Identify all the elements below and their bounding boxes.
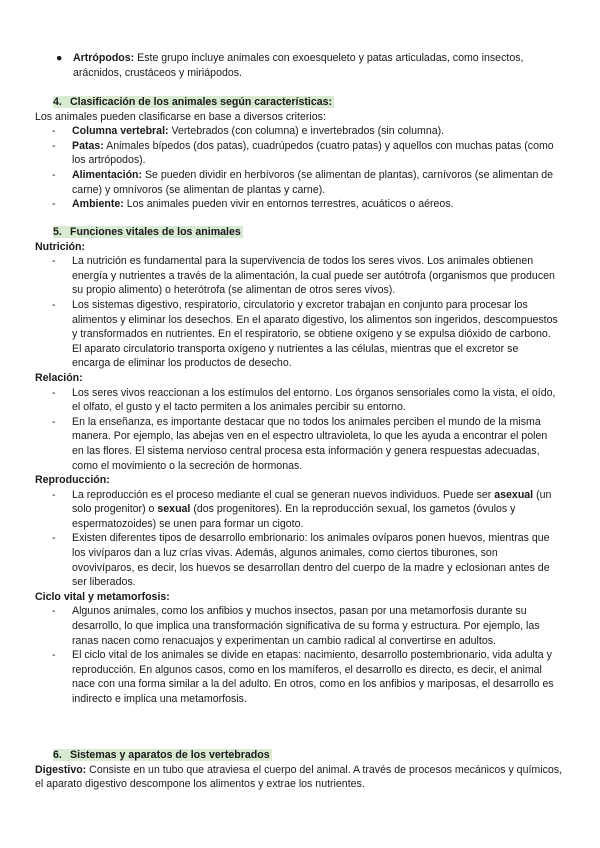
subheading-ciclo: Ciclo vital y metamorfosis: [35,590,170,603]
subheading-relacion: Relación: [35,371,83,384]
dash-icon: - [52,139,56,152]
term: Patas: [72,139,104,152]
dash-icon: - [52,488,56,501]
dash-icon: - [52,168,56,181]
item-text: Los seres vivos reaccionan a los estímulos del entorno. Los órganos sensoriales como la vista, el oído, el olfato, el gusto y el tacto permiten a los animales percibir su entorno. [72,386,556,414]
section-sistemas [35,748,565,792]
dash-icon: - [52,255,56,268]
list-item [35,648,559,706]
nutricion-list [35,254,565,371]
list-item [35,386,559,415]
item-text: Animales bípedos (dos patas), cuadrúpedos (cuatro patas) y aquellos con muchas patas (como los artrópodos). [72,139,554,167]
top-bullet-list [54,51,554,80]
section-heading [53,225,565,240]
dash-icon: - [52,532,56,545]
list-item [35,604,559,648]
list-item [35,168,559,197]
dash-icon: - [52,298,56,311]
digestivo-paragraph [35,763,565,792]
section-title: Sistemas y aparatos de los vertebrados [70,749,270,761]
dash-icon: - [52,198,56,211]
list-item [35,531,559,589]
criteria-list [35,124,565,212]
item-text: La nutrición es fundamental para la supervivencia de todos los seres vivos. Los animales obtienen energía y nutrientes a través de la alimentación, la cual puede ser autótrofa (organismos que producen su propio alimento) o heterótrofa (se alimentan de otros seres vivos). [72,255,555,297]
section-funciones [35,225,565,707]
item-text: Se pueden dividir en herbívoros (se alimentan de plantas), carnívoros (se alimentan de carne) y omnívoros (se alimentan de plantas y carne). [72,168,554,196]
term: Columna vertebral: [72,125,169,138]
item-text: (un solo progenitor) o [72,488,552,516]
list-item [35,139,559,168]
section-number: 6. [53,749,62,761]
reproduccion-list [35,488,565,590]
section-number: 5. [53,226,62,238]
intro-text: Los animales pueden clasificarse en base a diversos criterios: [35,110,326,123]
dash-icon: - [52,386,56,399]
ciclo-list [35,604,565,706]
item-text: En la enseñanza, es importante destacar que no todos los animales perciben el mundo de la misma manera. Por ejemplo, las abejas ven en el espectro ultravioleta, lo que les ayuda a encontrar el polen en las flores. El sistema nervioso central procesa esta información y genera respuestas adecuadas, como el movimiento o la secreción de hormonas. [72,415,548,472]
dash-icon: - [52,649,56,662]
term: Ambiente: [72,198,124,211]
relacion-list [35,386,565,474]
paragraph-text: Consiste en un tubo que atraviesa el cuerpo del animal. A través de procesos mecánicos y químicos, el aparato digestivo descompone los alimentos y extrae los nutrientes. [35,763,563,791]
item-text: Los sistemas digestivo, respiratorio, circulatorio y excretor trabajan en conjunto para procesar los alimentos y eliminar los desechos. En el aparato digestivo, los alimentos son ingeridos, descompuestos y transformados en nutrientes. En el respiratorio, se obtiene oxígeno y se expulsa dióxido de carbono. El aparato circulatorio transporta oxígeno y nutrientes a las células, mientras que el excretor se encarga de eliminar los productos de desecho. [72,298,558,370]
item-text: Vertebrados (con columna) e invertebrados (sin columna). [168,125,445,138]
dash-icon: - [52,605,56,618]
term-sexual: sexual [157,503,191,516]
item-text: La reproducción es el proceso mediante el cual se generan nuevos individuos. Puede ser [72,488,495,501]
list-item [35,415,559,473]
item-text: Algunos animales, como los anfibios y muchos insectos, pasan por una metamorfosis durante su desarrollo, lo que implica una transformación significativa de su forma y estructura. Por ejemplo, las ranas nacen como renacuajos y experimentan un cambio radical al convertirse en adultos. [72,605,540,647]
item-text: Existen diferentes tipos de desarrollo embrionario: los animales ovíparos ponen huevos, mientras que los vivíparos dan a luz crías vivas. Además, algunos animales, como ciertos tiburones, son ovovivíparos, es decir, los huevos se desarrollan dentro del cuerpo de la madre y eclosionan antes de ser liberados. [72,532,550,589]
term-asexual: asexual [494,488,534,501]
bullet-icon: ● [56,52,63,64]
item-text: (dos progenitores). En la reproducción sexual, los gametos (óvulos y espermatozoides) se unen para formar un cigoto. [72,503,516,530]
list-item [35,124,559,139]
list-item [54,51,554,80]
subheading-nutricion: Nutrición: [35,240,86,253]
section-clasificacion [35,95,565,212]
list-item [35,197,559,212]
dash-icon: - [52,415,56,428]
item-text: Los animales pueden vivir en entornos terrestres, acuáticos o aéreos. [123,198,454,211]
section-title: Funciones vitales de los animales [70,226,241,238]
section-heading [53,748,565,763]
list-item [35,488,559,532]
section-heading [53,95,565,110]
dash-icon: - [52,125,56,138]
list-item [35,254,559,298]
term: Digestivo: [35,763,87,776]
list-item [35,298,559,371]
section-number: 4. [53,96,62,108]
term: Artrópodos: [73,52,135,64]
subheading-reproduccion: Reproducción: [35,474,110,487]
item-text: El ciclo vital de los animales se divide en etapas: nacimiento, desarrollo postembrionario, vida adulta y reproducción. En algunos casos, como en los mamíferos, el desarrollo es directo, es decir, el animal nace con una forma similar a la del adulto. En otros, como en los anfibios y mariposas, el desarrollo es indirecto e implica una metamorfosis. [72,649,554,705]
term: Alimentación: [72,168,143,181]
section-title: Clasificación de los animales según características: [70,96,333,108]
item-text: Este grupo incluye animales con exoesqueleto y patas articuladas, como insectos, arácnidos, crustáceos y miriápodos. [73,52,524,79]
